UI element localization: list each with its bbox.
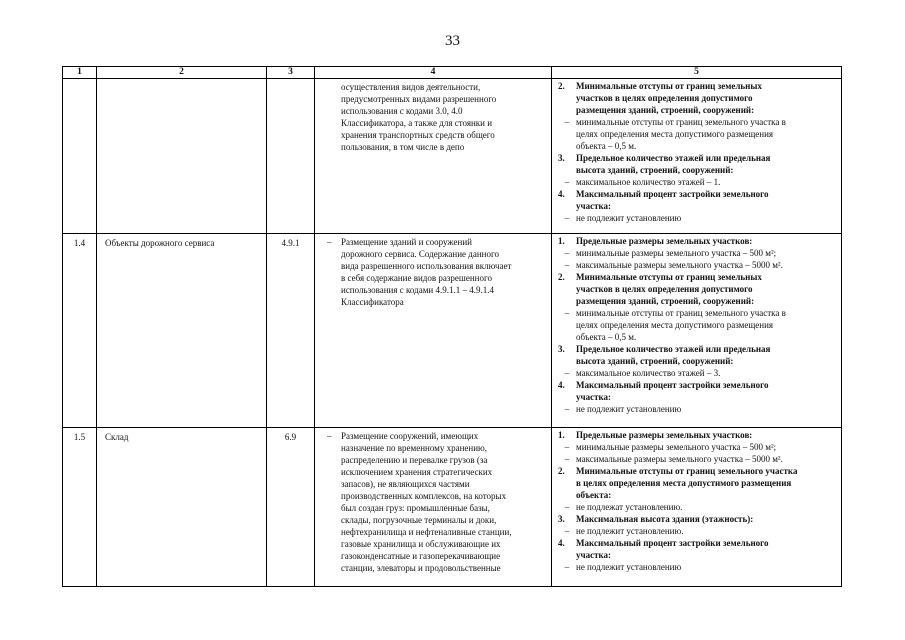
- parameter-value-text: минимальные размеры земельного участка – 500 м²;: [576, 248, 777, 258]
- row-number-cell: [63, 234, 97, 428]
- use-code-cell: [267, 234, 315, 428]
- indent: [558, 92, 576, 104]
- description-line: [321, 430, 545, 442]
- parameter-value-text: минимальные отступы от границ земельного участка в: [576, 117, 786, 127]
- parameter-title: Максимальная высота здания (этажность):: [576, 514, 754, 524]
- description-line: исключением хранения стратегических: [341, 467, 493, 477]
- row-number: 1.4: [73, 238, 86, 248]
- use-code-cell: [267, 428, 315, 587]
- row-number-cell: [63, 79, 97, 234]
- description-line: запасов), не являющихся частями: [341, 479, 470, 489]
- parameter-number: 3.: [558, 153, 565, 163]
- parameter-number: 4.: [558, 189, 565, 199]
- indent: [558, 140, 576, 152]
- parameter-value: [558, 212, 835, 224]
- indent: [558, 295, 576, 307]
- description-line: осуществления видов деятельности,: [341, 82, 481, 92]
- parameter-heading: [558, 188, 835, 200]
- parameter-number: 3.: [558, 514, 565, 524]
- bullet-dash: –: [564, 454, 570, 464]
- parameter-number: 4.: [558, 380, 565, 390]
- parameter-title: в целях определения места допустимого размещения: [576, 478, 792, 488]
- parameter-value: [558, 453, 835, 465]
- description-line: вида разрешенного использования включает: [341, 261, 512, 271]
- parameter-title: Предельные размеры земельных участков:: [576, 430, 753, 440]
- parameter-value-text: не подлежат установлению.: [576, 502, 683, 512]
- parameter-value: [558, 501, 835, 513]
- description-line: использования с кодами 3.0, 4.0: [341, 106, 463, 116]
- parameter-value: [558, 128, 835, 140]
- table-header-row: [63, 67, 842, 79]
- parameter-title: Минимальные отступы от границ земельных: [576, 272, 762, 282]
- description-line: использования с кодами 4.9.1.1 – 4.9.1.4: [341, 285, 494, 295]
- parameter-title: Минимальные отступы от границ земельных: [576, 81, 762, 91]
- parameter-heading: [558, 429, 835, 441]
- parameter-value-text: объекта – 0,5 м.: [576, 141, 637, 151]
- use-name-cell: [97, 428, 267, 587]
- description-line: распределению и перевалке грузов (за: [341, 455, 488, 465]
- header-col-1: 1: [63, 67, 97, 79]
- parameter-value: [558, 140, 835, 152]
- description-line: Классификатора: [341, 297, 404, 307]
- parameter-heading: [558, 489, 835, 501]
- indent: [558, 477, 576, 489]
- indent: [558, 489, 576, 501]
- description-cell: [315, 234, 552, 428]
- parameter-title: высота зданий, строений, сооружений:: [576, 356, 734, 366]
- parameter-heading: [558, 271, 835, 283]
- parameter-title: участка:: [576, 201, 612, 211]
- bullet-dash: –: [564, 177, 570, 187]
- indent: [558, 104, 576, 116]
- parameter-value: [558, 403, 835, 415]
- parameter-heading: [558, 513, 835, 525]
- parameter-number: 1.: [558, 430, 565, 440]
- bullet-dash: –: [564, 404, 570, 414]
- description-line: производственных комплексов, на которых: [341, 491, 507, 501]
- parameter-heading: [558, 295, 835, 307]
- parameter-heading: [558, 92, 835, 104]
- parameter-title: размещения зданий, строений, сооружений:: [576, 105, 755, 115]
- description-line: был создан груз: промышленные базы,: [341, 503, 490, 513]
- parameter-heading: [558, 379, 835, 391]
- parameter-value: [558, 247, 835, 259]
- use-name-cell: [97, 234, 267, 428]
- parameters-cell: [552, 79, 842, 234]
- bullet-dash: –: [564, 502, 570, 512]
- parameter-value: [558, 116, 835, 128]
- description-line: склады, погрузочные терминалы и доки,: [341, 515, 497, 525]
- parameter-value-text: не подлежит установлению: [576, 404, 682, 414]
- description-line: дорожного сервиса. Содержание данного: [341, 249, 499, 259]
- indent: [558, 355, 576, 367]
- indent: [558, 391, 576, 403]
- parameter-value: [558, 561, 835, 573]
- parameter-heading: [558, 283, 835, 295]
- description-cell: [315, 79, 552, 234]
- parameter-title: размещения зданий, строений, сооружений:: [576, 296, 755, 306]
- description-line: предусмотренных видами разрешенного: [341, 94, 497, 104]
- use-name: Объекты дорожного сервиса: [105, 238, 215, 248]
- description-line: назначение по временному хранению,: [341, 443, 488, 453]
- use-code-cell: [267, 79, 315, 234]
- parameter-heading: [558, 355, 835, 367]
- parameter-value-text: минимальные отступы от границ земельного участка в: [576, 308, 786, 318]
- description-line: хранения транспортных средств общего: [341, 130, 495, 140]
- parameter-title: Минимальные отступы от границ земельного участка: [576, 466, 798, 476]
- indent: [558, 200, 576, 212]
- description-line: [321, 236, 545, 248]
- header-col-2: 2: [97, 67, 267, 79]
- parameter-value-text: не подлежит установлению: [576, 213, 682, 223]
- zoning-table: [62, 66, 842, 587]
- parameter-title: объекта:: [576, 490, 612, 500]
- bullet-dash: –: [564, 526, 570, 536]
- parameter-heading: [558, 200, 835, 212]
- parameter-value-text: максимальное количество этажей – 1.: [576, 177, 721, 187]
- description-cell: [315, 428, 552, 587]
- row-number-cell: [63, 428, 97, 587]
- parameter-heading: [558, 80, 835, 92]
- bullet-dash: –: [564, 442, 570, 452]
- bullet-dash: –: [327, 431, 332, 441]
- parameter-heading: [558, 477, 835, 489]
- parameter-number: 4.: [558, 538, 565, 548]
- description-line: газовые хранилища и обслуживающие их: [341, 539, 501, 549]
- description-line: газоконденсатные и газоперекачивающие: [341, 551, 501, 561]
- description-line: Классификатора, а также для стоянки и: [341, 118, 493, 128]
- header-col-5: 5: [552, 67, 842, 79]
- bullet-dash: –: [327, 237, 332, 247]
- parameter-title: Предельные размеры земельных участков:: [576, 236, 753, 246]
- parameter-number: 3.: [558, 344, 565, 354]
- bullet-dash: –: [564, 308, 570, 318]
- bullet-dash: –: [564, 117, 570, 127]
- parameter-title: Максимальный процент застройки земельного: [576, 189, 769, 199]
- header-col-4: 4: [315, 67, 552, 79]
- bullet-dash: –: [564, 562, 570, 572]
- parameter-value: [558, 176, 835, 188]
- use-name: Склад: [105, 432, 129, 442]
- parameter-title: участков в целях определения допустимого: [576, 284, 753, 294]
- indent: [558, 283, 576, 295]
- description-line: в себя содержание видов разрешенного: [341, 273, 492, 283]
- use-code: 6.9: [284, 432, 297, 442]
- parameter-value-text: максимальное количество этажей – 3.: [576, 368, 721, 378]
- parameter-value-text: максимальные размеры земельного участка – 5000 м².: [576, 454, 783, 464]
- parameter-title: участка:: [576, 550, 612, 560]
- parameter-number: 2.: [558, 272, 565, 282]
- parameter-number: 2.: [558, 466, 565, 476]
- parameter-heading: [558, 549, 835, 561]
- parameter-value-text: максимальные размеры земельного участка – 5000 м².: [576, 260, 783, 270]
- indent: [558, 128, 576, 140]
- parameter-heading: [558, 152, 835, 164]
- description-line: станции, элеваторы и продовольственные: [341, 563, 501, 573]
- parameter-title: Предельное количество этажей или предельная: [576, 344, 771, 354]
- parameter-title: участка:: [576, 392, 612, 402]
- parameter-title: участков в целях определения допустимого: [576, 93, 753, 103]
- parameter-title: Максимальный процент застройки земельного: [576, 538, 769, 548]
- parameter-heading: [558, 465, 835, 477]
- parameter-title: Предельное количество этажей или предельная: [576, 153, 771, 163]
- parameter-value: [558, 259, 835, 271]
- parameter-value-text: целях определения места допустимого размещения: [576, 129, 774, 139]
- parameter-title: высота зданий, строений, сооружений:: [576, 165, 734, 175]
- bullet-dash: –: [564, 213, 570, 223]
- parameter-heading: [558, 104, 835, 116]
- description-text: Размещение зданий и сооружений: [341, 237, 472, 247]
- indent: [558, 331, 576, 343]
- parameter-number: 2.: [558, 81, 565, 91]
- parameter-heading: [558, 537, 835, 549]
- description-text: Размещение сооружений, имеющих: [341, 431, 479, 441]
- indent: [558, 319, 576, 331]
- parameter-value-text: не подлежит установлению: [576, 562, 682, 572]
- indent: [558, 164, 576, 176]
- bullet-dash: –: [564, 260, 570, 270]
- bullet-dash: –: [564, 248, 570, 258]
- table-row: [63, 79, 842, 234]
- parameter-heading: [558, 235, 835, 247]
- parameter-number: 1.: [558, 236, 565, 246]
- parameters-cell: [552, 428, 842, 587]
- description-line: пользования, в том числе в депо: [341, 142, 465, 152]
- row-number: 1.5: [73, 432, 86, 442]
- parameter-heading: [558, 164, 835, 176]
- parameter-value: [558, 307, 835, 319]
- table-row: [63, 234, 842, 428]
- parameter-heading: [558, 343, 835, 355]
- bullet-dash: –: [564, 368, 570, 378]
- description-line: нефтехранилища и нефтеналивные станции,: [341, 527, 512, 537]
- page-number: 33: [445, 33, 460, 49]
- use-name-cell: [97, 79, 267, 234]
- parameter-value-text: минимальные размеры земельного участка – 500 м²;: [576, 442, 777, 452]
- header-col-3: 3: [267, 67, 315, 79]
- parameters-cell: [552, 234, 842, 428]
- parameter-value: [558, 525, 835, 537]
- parameter-value: [558, 319, 835, 331]
- parameter-title: Максимальный процент застройки земельного: [576, 380, 769, 390]
- parameter-value-text: объекта – 0,5 м.: [576, 332, 637, 342]
- parameter-value-text: целях определения места допустимого размещения: [576, 320, 774, 330]
- parameter-value-text: не подлежит установлению.: [576, 526, 684, 536]
- parameter-heading: [558, 391, 835, 403]
- parameter-value: [558, 367, 835, 379]
- use-code: 4.9.1: [281, 238, 300, 248]
- parameter-value: [558, 331, 835, 343]
- parameter-value: [558, 441, 835, 453]
- indent: [558, 549, 576, 561]
- table-row: [63, 428, 842, 587]
